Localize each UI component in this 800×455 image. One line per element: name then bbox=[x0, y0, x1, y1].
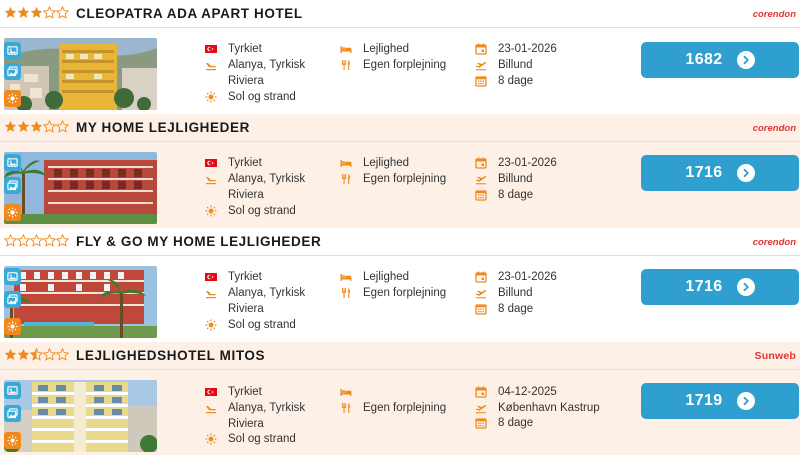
country-text: Tyrkiet bbox=[228, 157, 262, 169]
hotel-card[interactable] bbox=[0, 342, 800, 455]
chevron-right-icon bbox=[737, 392, 755, 410]
star-empty-icon bbox=[43, 348, 56, 362]
image-icon[interactable] bbox=[4, 42, 21, 59]
destination-text: Alanya, Tyrkisk Riviera bbox=[228, 402, 306, 430]
hotel-card[interactable] bbox=[0, 228, 800, 342]
plane-arrival-icon bbox=[204, 286, 218, 300]
duration-text: 8 dage bbox=[498, 75, 534, 87]
sun-badge-icon[interactable] bbox=[4, 90, 21, 107]
plane-arrival-icon bbox=[204, 58, 218, 72]
theme-text: Sol og strand bbox=[228, 205, 296, 217]
departure-row bbox=[474, 57, 533, 73]
image-icon[interactable] bbox=[4, 382, 21, 399]
star-half-icon bbox=[30, 348, 43, 362]
hotel-name[interactable]: MY HOME LEJLIGHEDER bbox=[76, 120, 250, 135]
duration-calendar-icon bbox=[474, 416, 488, 430]
calendar-icon bbox=[474, 156, 488, 170]
provider-logo: corendon bbox=[752, 237, 796, 248]
star-empty-icon bbox=[4, 234, 17, 248]
calendar-icon bbox=[474, 270, 488, 284]
country-row bbox=[204, 384, 262, 400]
gallery-icon[interactable] bbox=[4, 291, 21, 308]
duration-calendar-icon bbox=[474, 302, 488, 316]
plane-departure-icon bbox=[474, 172, 488, 186]
destination-row bbox=[204, 171, 305, 203]
hotel-card[interactable] bbox=[0, 0, 800, 114]
fork-knife-icon bbox=[339, 58, 353, 72]
star-full-icon bbox=[30, 120, 43, 134]
date-text: 23-01-2026 bbox=[498, 271, 557, 283]
star-empty-icon bbox=[43, 6, 56, 20]
duration-calendar-icon bbox=[474, 74, 488, 88]
country-row bbox=[204, 41, 262, 57]
room-type-text: Lejlighed bbox=[363, 157, 410, 169]
board-row bbox=[339, 171, 446, 187]
price-value: 1682 bbox=[685, 51, 723, 68]
duration-calendar-icon bbox=[474, 188, 488, 202]
destination-text: Alanya, Tyrkisk Riviera bbox=[228, 59, 306, 87]
plane-arrival-icon bbox=[204, 401, 218, 415]
calendar-icon bbox=[474, 385, 488, 399]
theme-row bbox=[204, 431, 296, 447]
duration-row bbox=[474, 301, 533, 317]
theme-text: Sol og strand bbox=[228, 433, 296, 445]
bed-icon bbox=[339, 42, 353, 56]
star-empty-icon bbox=[43, 120, 56, 134]
country-row bbox=[204, 155, 262, 171]
turkey-flag-icon bbox=[204, 42, 218, 56]
hotel-card-header bbox=[0, 0, 800, 28]
board-text: Egen forplejning bbox=[363, 59, 447, 71]
room-type-row bbox=[339, 41, 409, 57]
image-icon[interactable] bbox=[4, 154, 21, 171]
board-text: Egen forplejning bbox=[363, 402, 447, 414]
hotel-name[interactable]: CLEOPATRA ADA APART HOTEL bbox=[76, 6, 303, 21]
bed-icon bbox=[339, 156, 353, 170]
gallery-icon[interactable] bbox=[4, 177, 21, 194]
country-text: Tyrkiet bbox=[228, 386, 262, 398]
price-button[interactable] bbox=[641, 383, 799, 419]
room-type-text: Lejlighed bbox=[363, 271, 410, 283]
room-type-text: Lejlighed bbox=[363, 43, 410, 55]
star-empty-icon bbox=[43, 234, 56, 248]
price-button[interactable] bbox=[641, 269, 799, 305]
plane-departure-icon bbox=[474, 58, 488, 72]
room-type-row bbox=[339, 155, 409, 171]
departure-text: Billund bbox=[498, 59, 533, 71]
fork-knife-icon bbox=[339, 172, 353, 186]
sun-icon bbox=[204, 318, 218, 332]
hotel-name[interactable]: FLY & GO MY HOME LEJLIGHEDER bbox=[76, 234, 322, 249]
country-text: Tyrkiet bbox=[228, 271, 262, 283]
gallery-icon[interactable] bbox=[4, 63, 21, 80]
turkey-flag-icon bbox=[204, 156, 218, 170]
departure-row bbox=[474, 171, 533, 187]
destination-text: Alanya, Tyrkisk Riviera bbox=[228, 287, 306, 315]
provider-logo: Sunweb bbox=[754, 350, 796, 362]
star-empty-icon bbox=[17, 234, 30, 248]
star-full-icon bbox=[17, 120, 30, 134]
sun-icon bbox=[204, 432, 218, 446]
theme-row bbox=[204, 203, 296, 219]
star-full-icon bbox=[4, 6, 17, 20]
departure-text: København Kastrup bbox=[498, 402, 600, 414]
price-value: 1716 bbox=[685, 278, 723, 295]
destination-row bbox=[204, 57, 305, 89]
chevron-right-icon bbox=[737, 51, 755, 69]
chevron-right-icon bbox=[737, 164, 755, 182]
duration-row bbox=[474, 415, 533, 431]
theme-row bbox=[204, 89, 296, 105]
sun-icon bbox=[204, 204, 218, 218]
sun-badge-icon[interactable] bbox=[4, 318, 21, 335]
bed-icon bbox=[339, 270, 353, 284]
hotel-photo[interactable] bbox=[4, 152, 157, 224]
hotel-card[interactable] bbox=[0, 114, 800, 228]
date-text: 04-12-2025 bbox=[498, 386, 557, 398]
plane-departure-icon bbox=[474, 286, 488, 300]
departure-text: Billund bbox=[498, 173, 533, 185]
sun-badge-icon[interactable] bbox=[4, 204, 21, 221]
star-rating bbox=[4, 234, 69, 250]
theme-row bbox=[204, 317, 296, 333]
turkey-flag-icon bbox=[204, 270, 218, 284]
hotel-photo[interactable] bbox=[4, 380, 157, 452]
duration-text: 8 dage bbox=[498, 189, 534, 201]
destination-row bbox=[204, 400, 305, 432]
board-row bbox=[339, 285, 446, 301]
bed-icon bbox=[339, 385, 353, 399]
theme-text: Sol og strand bbox=[228, 91, 296, 103]
price-button[interactable] bbox=[641, 155, 799, 191]
plane-arrival-icon bbox=[204, 172, 218, 186]
star-empty-icon bbox=[56, 6, 69, 20]
duration-row bbox=[474, 73, 533, 89]
date-row bbox=[474, 269, 557, 285]
star-full-icon bbox=[17, 348, 30, 362]
fork-knife-icon bbox=[339, 401, 353, 415]
price-value: 1716 bbox=[685, 164, 723, 181]
board-row bbox=[339, 400, 446, 416]
country-row bbox=[204, 269, 262, 285]
duration-text: 8 dage bbox=[498, 303, 534, 315]
star-empty-icon bbox=[56, 120, 69, 134]
star-full-icon bbox=[4, 120, 17, 134]
theme-text: Sol og strand bbox=[228, 319, 296, 331]
turkey-flag-icon bbox=[204, 385, 218, 399]
calendar-icon bbox=[474, 42, 488, 56]
room-type-row bbox=[339, 269, 409, 285]
chevron-right-icon bbox=[737, 278, 755, 296]
fork-knife-icon bbox=[339, 286, 353, 300]
gallery-icon[interactable] bbox=[4, 405, 21, 422]
hotel-name[interactable]: LEJLIGHEDSHOTEL MITOS bbox=[76, 348, 266, 363]
provider-logo: corendon bbox=[752, 9, 796, 20]
date-row bbox=[474, 41, 557, 57]
star-full-icon bbox=[30, 6, 43, 20]
star-full-icon bbox=[17, 6, 30, 20]
hotel-card-header bbox=[0, 114, 800, 142]
image-icon[interactable] bbox=[4, 268, 21, 285]
star-empty-icon bbox=[30, 234, 43, 248]
date-text: 23-01-2026 bbox=[498, 157, 557, 169]
hotel-photo[interactable] bbox=[4, 266, 157, 338]
star-rating bbox=[4, 120, 69, 136]
star-rating bbox=[4, 348, 69, 364]
star-empty-icon bbox=[56, 234, 69, 248]
date-row bbox=[474, 384, 557, 400]
departure-row bbox=[474, 285, 533, 301]
sun-icon bbox=[204, 90, 218, 104]
departure-row bbox=[474, 400, 600, 416]
duration-text: 8 dage bbox=[498, 417, 534, 429]
duration-row bbox=[474, 187, 533, 203]
board-text: Egen forplejning bbox=[363, 173, 447, 185]
star-rating bbox=[4, 6, 69, 22]
country-text: Tyrkiet bbox=[228, 43, 262, 55]
star-full-icon bbox=[4, 348, 17, 362]
plane-departure-icon bbox=[474, 401, 488, 415]
price-button[interactable] bbox=[641, 42, 799, 78]
star-empty-icon bbox=[56, 348, 69, 362]
room-type-row bbox=[339, 384, 363, 399]
sun-badge-icon[interactable] bbox=[4, 432, 21, 449]
provider-logo: corendon bbox=[752, 123, 796, 134]
board-row bbox=[339, 57, 446, 73]
destination-text: Alanya, Tyrkisk Riviera bbox=[228, 173, 306, 201]
hotel-photo[interactable] bbox=[4, 38, 157, 110]
hotel-card-header bbox=[0, 228, 800, 256]
destination-row bbox=[204, 285, 305, 317]
date-row bbox=[474, 155, 557, 171]
hotel-card-header bbox=[0, 342, 800, 370]
price-value: 1719 bbox=[685, 392, 723, 409]
departure-text: Billund bbox=[498, 287, 533, 299]
board-text: Egen forplejning bbox=[363, 287, 447, 299]
date-text: 23-01-2026 bbox=[498, 43, 557, 55]
